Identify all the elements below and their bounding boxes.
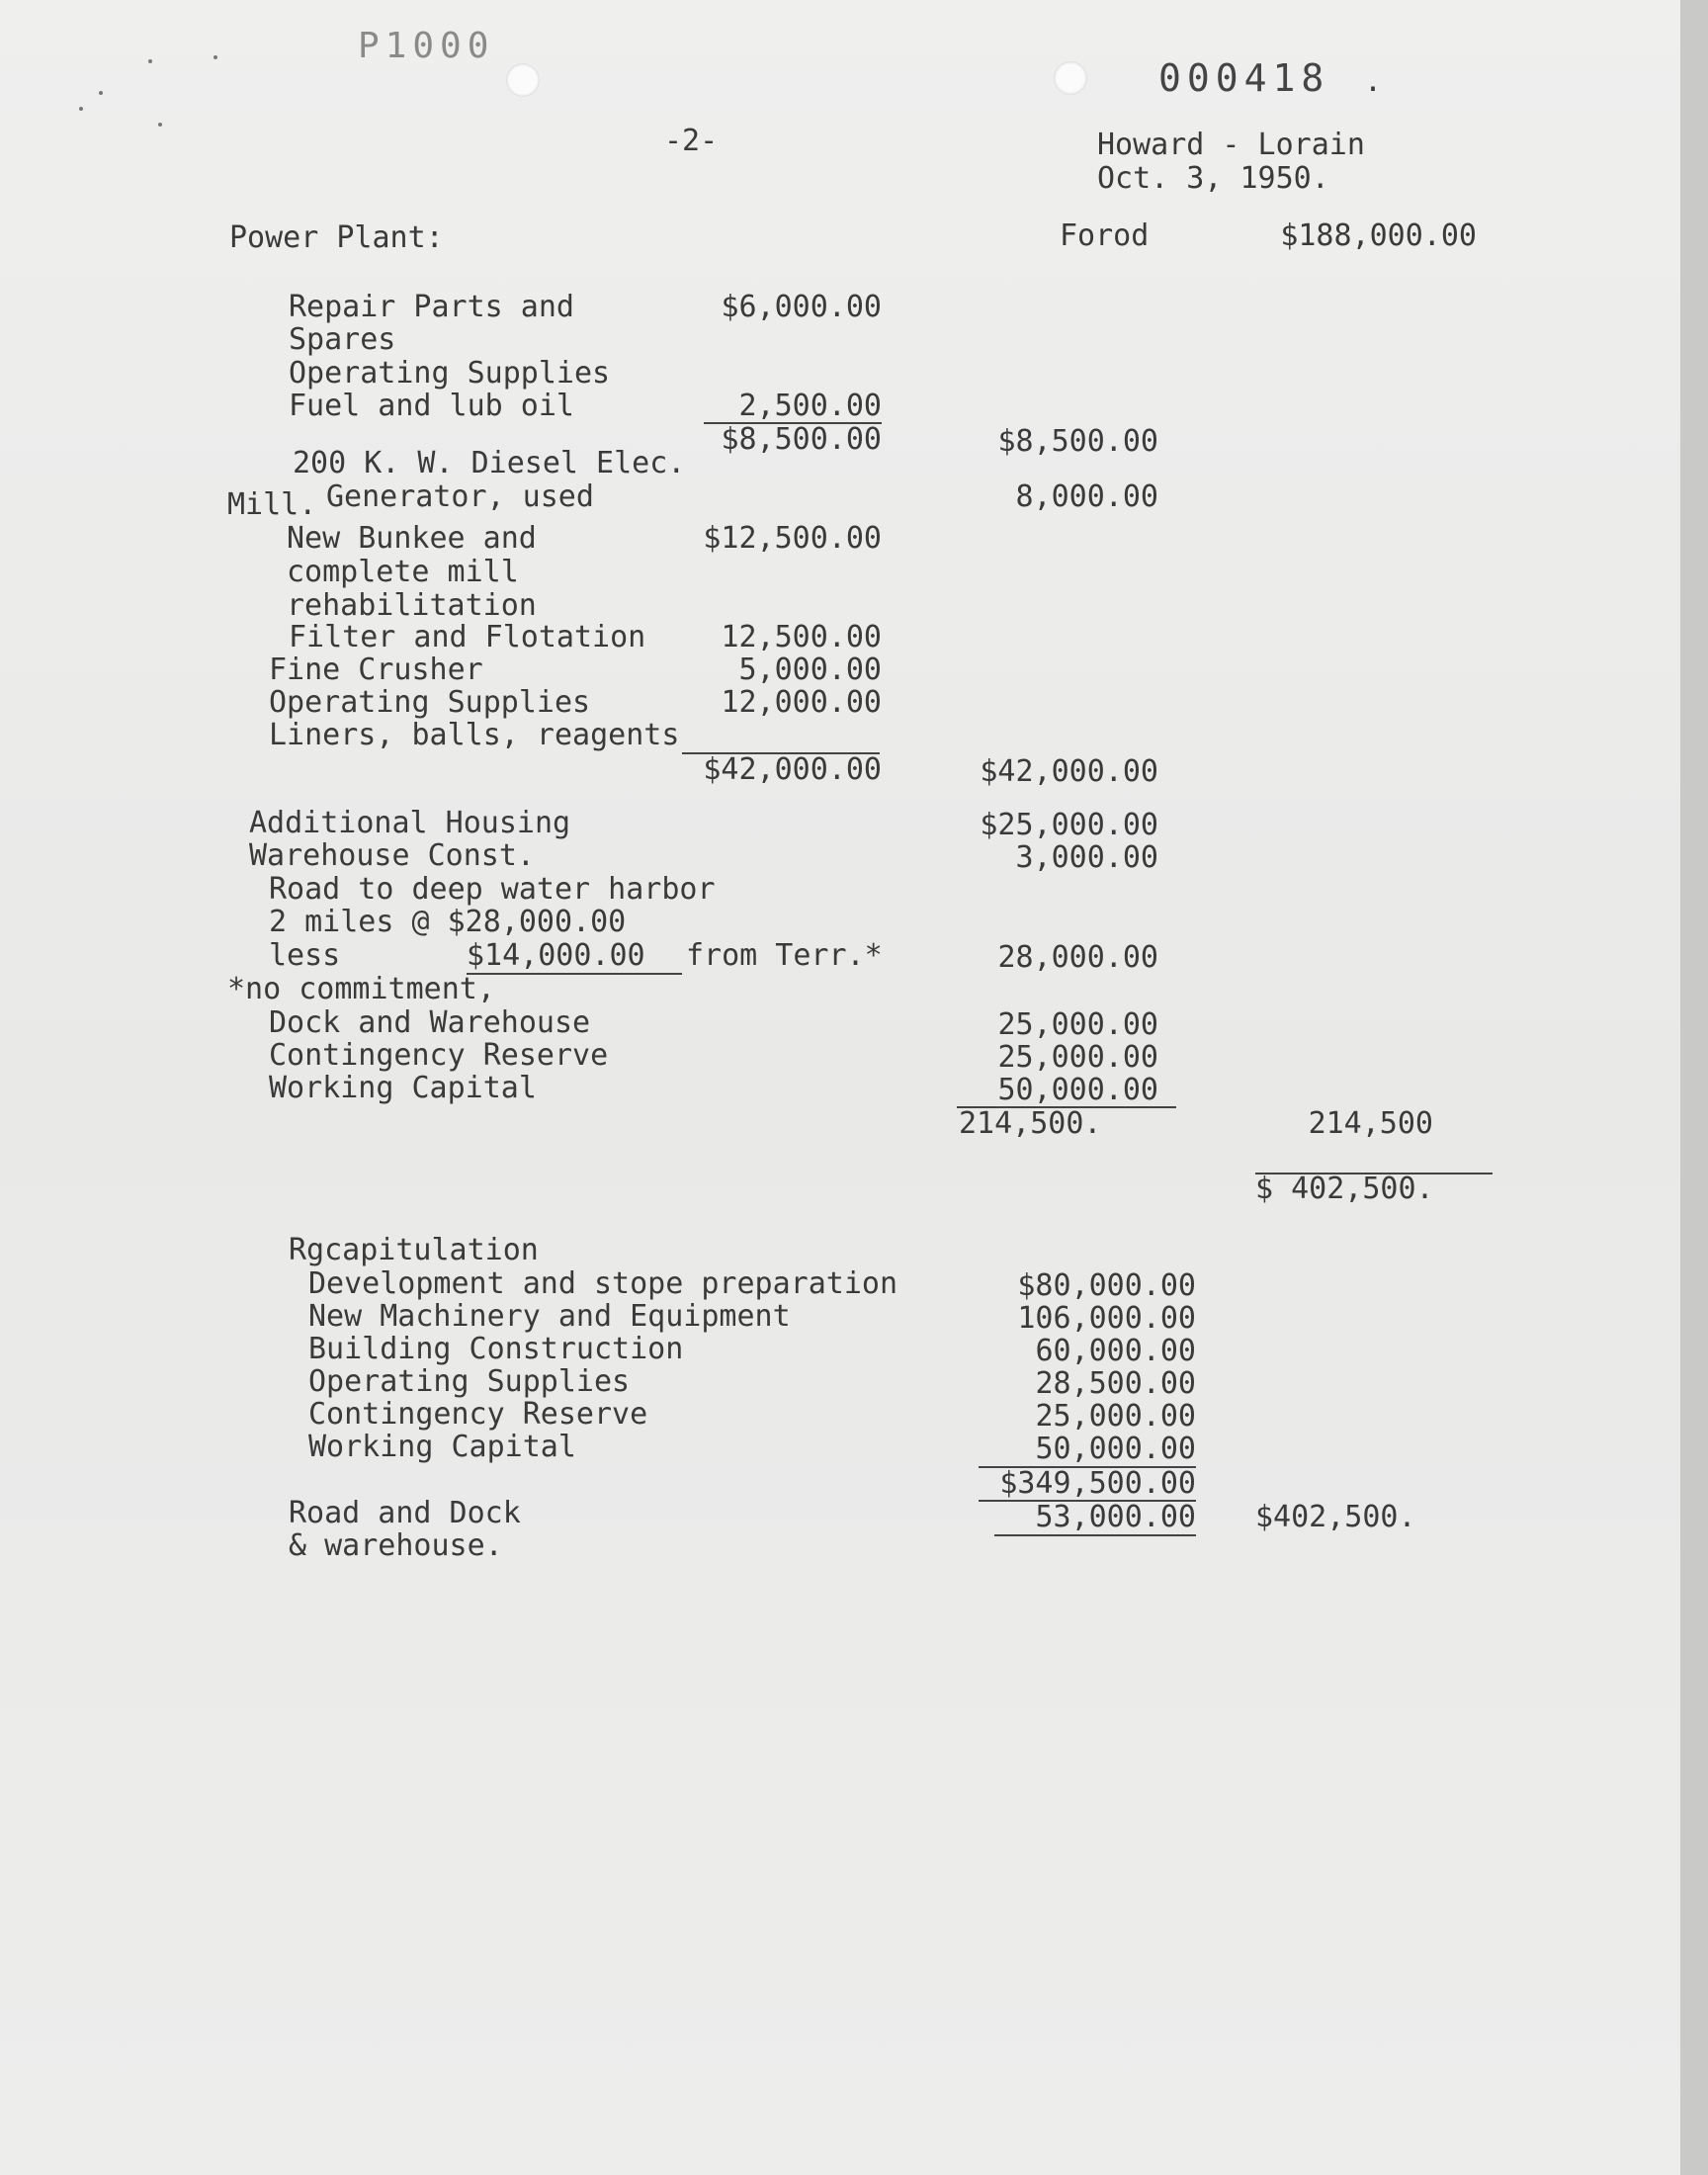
recap-item-amount: 25,000.00 [1035, 1399, 1196, 1434]
bunker-label-cont: rehabilitation [287, 588, 537, 623]
scan-speck [148, 59, 152, 63]
pp-supplies-label: Operating Supplies [289, 356, 611, 391]
recap-road-amount: 53,000.00 [994, 1501, 1196, 1536]
road-note: *no commitment, [227, 972, 495, 1006]
recap-item-amount: 60,000.00 [1035, 1334, 1196, 1368]
filter-label: Filter and Flotation [289, 620, 646, 654]
repair-label-cont: Spares [289, 322, 396, 357]
capital-amount: 50,000.00 [997, 1073, 1158, 1107]
mill-subtotal: $42,000.00 [703, 752, 882, 787]
recap-road-label-cont: & warehouse. [289, 1528, 503, 1563]
generator-label-cont: Generator, used [326, 479, 594, 514]
recap-item-amount: 28,500.00 [1035, 1366, 1196, 1401]
page-number: -2- [664, 124, 719, 158]
recap-road-label: Road and Dock [289, 1496, 521, 1530]
filter-amount: 12,500.00 [721, 620, 882, 654]
mill-supplies-label: Operating Supplies [269, 685, 591, 720]
bunker-label-cont: complete mill [287, 555, 519, 589]
housing-amount: $25,000.00 [980, 808, 1158, 842]
stamp-right-dot: . [1364, 64, 1383, 99]
punch-hole-right [1054, 61, 1087, 95]
scan-speck [99, 91, 103, 95]
forward-label: Forod [1060, 218, 1150, 253]
recap-total: $402,500. [1255, 1500, 1416, 1534]
bunker-amount: $12,500.00 [703, 521, 882, 556]
road-less-label: less [269, 938, 341, 973]
crusher-label: Fine Crusher [269, 652, 483, 687]
recap-item-label: Working Capital [308, 1430, 576, 1464]
recap-item-label: Contingency Reserve [308, 1397, 648, 1432]
contingency-amount: 25,000.00 [997, 1040, 1158, 1075]
mill-supplies-amount: 12,000.00 [721, 685, 882, 720]
recap-item-amount: 106,000.00 [1017, 1301, 1196, 1336]
recap-subtotal: $349,500.00 [999, 1466, 1196, 1501]
recap-item-label: Development and stope preparation [308, 1266, 898, 1301]
mill-subtotal-carried: $42,000.00 [980, 754, 1158, 789]
road-less-amount: $14,000.00 [467, 939, 682, 975]
housing-label: Additional Housing [249, 806, 571, 840]
date: Oct. 3, 1950. [1097, 161, 1329, 196]
recap-item-amount: 50,000.00 [1035, 1432, 1196, 1466]
punch-hole-left [506, 63, 540, 97]
pp-supplies-label-cont: Fuel and lub oil [289, 389, 574, 423]
crusher-amount: 5,000.00 [738, 652, 882, 687]
forward-amount: $188,000.00 [1280, 218, 1477, 253]
recap-item-label: New Machinery and Equipment [308, 1299, 791, 1334]
capital-label: Working Capital [269, 1071, 537, 1105]
scan-speck [79, 107, 83, 111]
recap-item-label: Building Construction [308, 1332, 684, 1366]
pp-subtotal-carried: $8,500.00 [997, 424, 1158, 459]
road-from: from Terr.* [686, 938, 883, 973]
dock-label: Dock and Warehouse [269, 1005, 591, 1040]
recap-item-amount: $80,000.00 [1017, 1268, 1196, 1303]
bunker-label: New Bunkee and [287, 521, 537, 556]
location: Howard - Lorain [1097, 128, 1365, 162]
section-title-mill: Mill. [227, 487, 317, 522]
recap-title: Rgcapitulation [289, 1233, 539, 1267]
scan-speck [214, 55, 217, 59]
dock-amount: 25,000.00 [997, 1007, 1158, 1042]
scanner-edge [1680, 0, 1708, 2175]
repair-label: Repair Parts and [289, 290, 574, 324]
repair-amount: $6,000.00 [721, 290, 882, 324]
pp-subtotal: $8,500.00 [721, 422, 882, 457]
pp-supplies-amount: 2,500.00 [738, 389, 882, 423]
contingency-label: Contingency Reserve [269, 1038, 609, 1073]
other-subtotal: 214,500. [959, 1106, 1102, 1141]
generator-amount: 8,000.00 [1015, 479, 1158, 514]
road-miles: 2 miles @ $28,000.00 [269, 905, 627, 939]
road-label: Road to deep water harbor [269, 872, 716, 907]
stamp-right: 000418 [1158, 56, 1330, 100]
grand-total: $ 402,500. [1255, 1172, 1434, 1206]
liners-label: Liners, balls, reagents [269, 718, 680, 752]
generator-label: 200 K. W. Diesel Elec. [293, 446, 686, 480]
warehouse-label: Warehouse Const. [249, 838, 535, 873]
section-title-power-plant: Power Plant: [229, 220, 444, 255]
warehouse-amount: 3,000.00 [1015, 840, 1158, 875]
recap-item-label: Operating Supplies [308, 1364, 631, 1399]
other-subtotal-carried: 214,500 [1308, 1106, 1433, 1141]
stamp-left: P1000 [358, 26, 495, 66]
road-amount: 28,000.00 [997, 940, 1158, 975]
scan-speck [158, 123, 162, 127]
